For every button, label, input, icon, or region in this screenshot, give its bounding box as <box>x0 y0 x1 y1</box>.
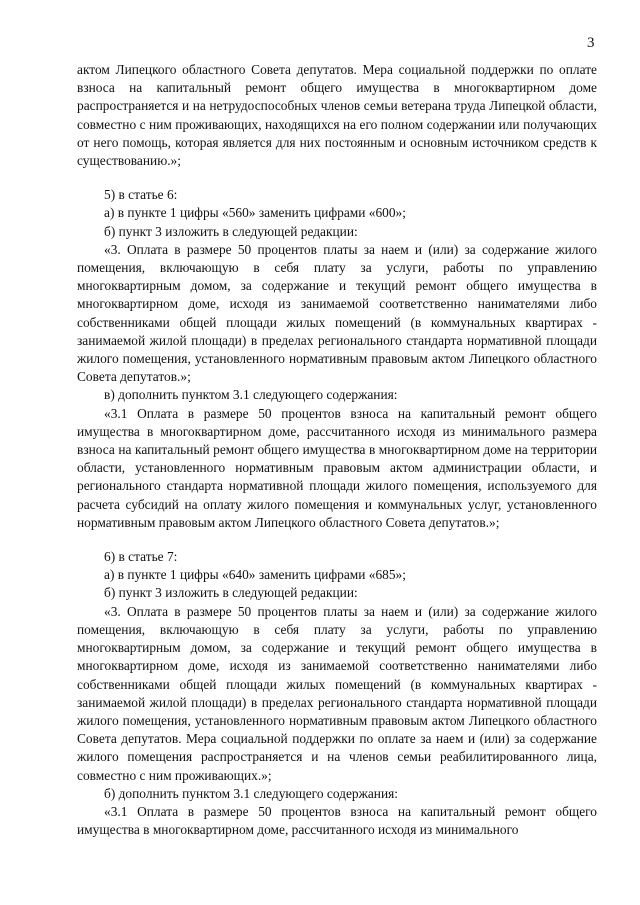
paragraph: 6) в статье 7: <box>104 549 178 565</box>
paragraph: в) дополнить пунктом 3.1 следующего содержания: <box>104 387 398 403</box>
paragraph: б) пункт 3 изложить в следующей редакции: <box>104 223 358 239</box>
paragraph: б) пункт 3 изложить в следующей редакции: <box>104 585 358 601</box>
paragraph: а) в пункте 1 цифры «560» заменить цифрами «600»; <box>104 205 406 221</box>
paragraph: актом Липецкого областного Совета депутатов. Мера социальной поддержки по оплате взноса на капитальный ремонт общего имущества в многоквартирном доме распространяется и на нетрудоспособных членов семьи ветерана труда Липецкой области, совместно с ним проживающих, находящихся на его полном содержании или получающих от него помощь, которая является для них постоянным и основным источником средств к существованию.»; <box>77 62 597 169</box>
page-number: 3 <box>587 35 595 51</box>
paragraph: а) в пункте 1 цифры «640» заменить цифрами «685»; <box>104 567 406 583</box>
paragraph: 5) в статье 6: <box>104 187 178 203</box>
paragraph-gap <box>77 170 597 186</box>
paragraph: «3. Оплата в размере 50 процентов платы за наем и (или) за содержание жилого помещения, включающую в себя плату за услуги, работы по управлению многоквартирным домом, за содержание и текущий ремонт общего имущества в многоквартирном доме, исходя из занимаемой соответственно нанимателями либо собственниками общей площади жилых помещений (в коммунальных квартирах - занимаемой жилой площади) в пределах регионального стандарта нормативной площади жилого помещения, установленного нормативным правовым актом Липецкого областного Совета депутатов. Мера социальной поддержки по оплате за наем и (или) за содержание жилого помещения распространяется и на членов семьи реабилитированного лица, совместно с ним проживающих.»; <box>77 603 597 783</box>
paragraph-gap <box>77 532 597 548</box>
paragraph: «3.1 Оплата в размере 50 процентов взноса на капитальный ремонт общего имущества в многоквартирном доме, рассчитанного исходя из минимального <box>77 803 597 838</box>
paragraph: «3.1 Оплата в размере 50 процентов взноса на капитальный ремонт общего имущества в многоквартирном доме, рассчитанного исходя из минимального размера взноса на капитальный ремонт общего имущества в многоквартирном доме на территории области, установленного нормативным правовым актом администрации области, и регионального стандарта нормативной площади жилого помещения, используемого для расчета субсидий на оплату жилого помещения и коммунальных услуг, установленного нормативным правовым актом Липецкого областного Совета депутатов.»; <box>77 405 597 530</box>
document-body <box>77 61 597 839</box>
paragraph: б) дополнить пунктом 3.1 следующего содержания: <box>104 785 398 801</box>
paragraph: «3. Оплата в размере 50 процентов платы за наем и (или) за содержание жилого помещения, включающую в себя плату за услуги, работы по управлению многоквартирным домом, за содержание и текущий ремонт общего имущества в многоквартирном доме, исходя из занимаемой соответственно нанимателями либо собственниками общей площади жилых помещений (в коммунальных квартирах - занимаемой жилой площади) в пределах регионального стандарта нормативной площади жилого помещения, установленного нормативным правовым актом Липецкого областного Совета депутатов.»; <box>77 241 597 385</box>
